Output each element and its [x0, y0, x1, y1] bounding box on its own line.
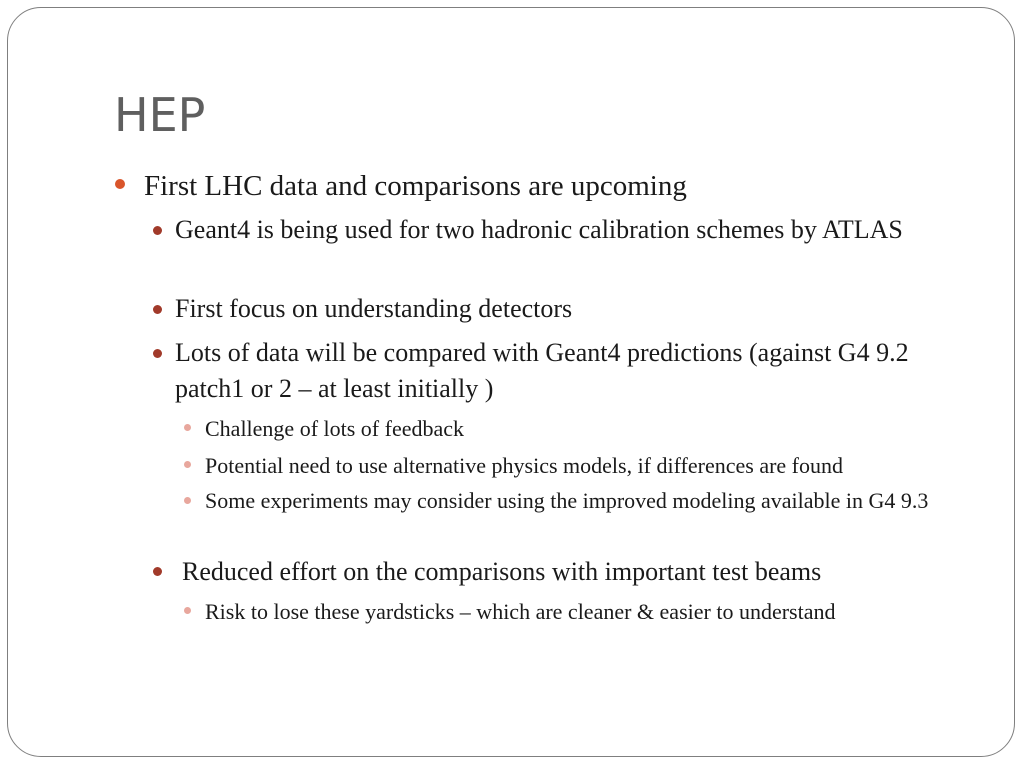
- bullet-dot-icon: [115, 179, 125, 189]
- bullet-text: Challenge of lots of feedback: [205, 416, 465, 441]
- bullet-text: Potential need to use alternative physics models, if differences are found: [205, 453, 843, 478]
- bullet-level3-some-experiments: [205, 486, 980, 516]
- bullet-text: First LHC data and comparisons are upcoming: [144, 170, 687, 202]
- bullet-level3-potential-need: [205, 450, 995, 481]
- bullet-dot-icon: [153, 567, 162, 576]
- bullet-level2-reduced-effort: [182, 554, 982, 590]
- bullet-text: First focus on understanding detectors: [175, 294, 573, 323]
- bullet-dot-icon: [184, 424, 191, 431]
- bullet-level3-challenge: [205, 413, 985, 444]
- bullet-dot-icon: [153, 349, 162, 358]
- bullet-level3-risk: [205, 596, 995, 627]
- bullet-level2-first-focus: [175, 291, 975, 327]
- bullet-text: Reduced effort on the comparisons with important test beams: [182, 557, 822, 586]
- bullet-dot-icon: [184, 461, 191, 468]
- slide-title: HEP: [114, 88, 206, 142]
- bullet-text: Lots of data will be compared with Geant4 predictions (against G4 9.2 patch1 or 2 – at least initially ): [175, 338, 909, 403]
- bullet-dot-icon: [153, 226, 162, 235]
- bullet-dot-icon: [184, 497, 191, 504]
- bullet-level2-lots-of-data: [175, 335, 965, 407]
- bullet-dot-icon: [153, 305, 162, 314]
- bullet-text: Some experiments may consider using the improved modeling available in G4 9.3: [205, 488, 929, 513]
- bullet-level2-geant4-calibration: [175, 212, 975, 248]
- bullet-text: Geant4 is being used for two hadronic calibration schemes by ATLAS: [175, 215, 903, 244]
- bullet-level1-lhc-data: [144, 168, 984, 204]
- bullet-text: Risk to lose these yardsticks – which are cleaner & easier to understand: [205, 599, 836, 624]
- bullet-dot-icon: [184, 607, 191, 614]
